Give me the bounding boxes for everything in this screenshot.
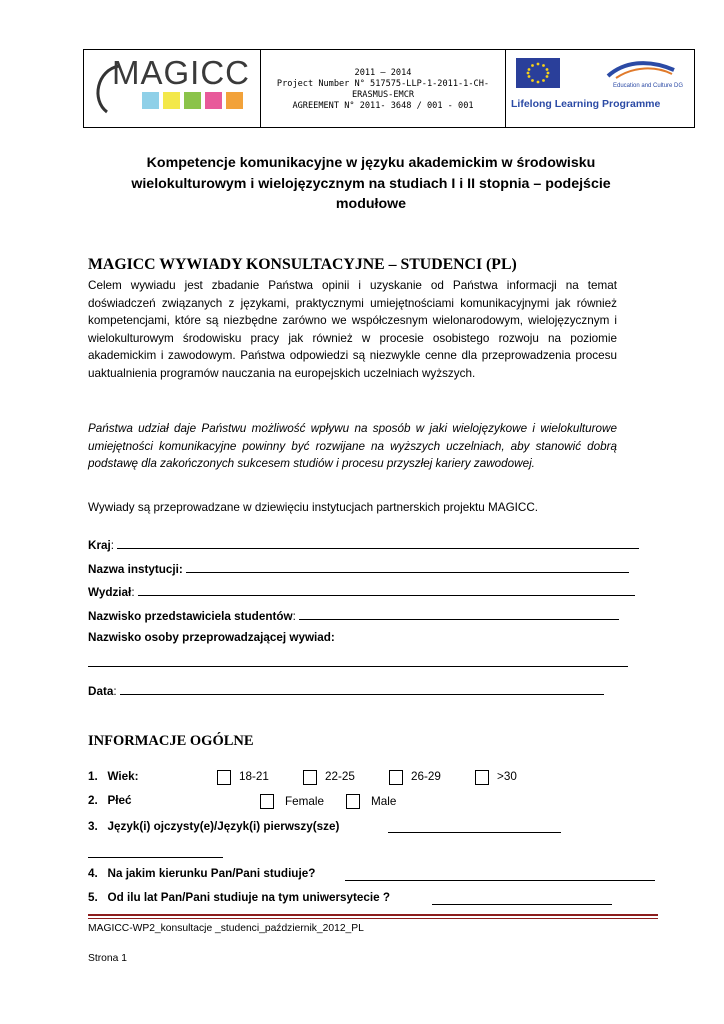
field-kraj-input[interactable] (117, 536, 639, 549)
q3-number: 3. (88, 820, 98, 833)
logo-square-yellow (163, 92, 180, 109)
project-number: Project Number N° 517575-LLP-1-2011-1-CH- (276, 79, 490, 89)
q2-label: Płeć (107, 794, 132, 807)
checkbox-22-25[interactable] (303, 770, 317, 785)
eu-flag-icon (516, 58, 560, 88)
colon: : (113, 685, 117, 698)
field-przedstawiciel (88, 607, 619, 623)
colon: : (292, 610, 296, 623)
footer-filename: MAGICC-WP2_konsultacje _studenci_październik_2012_PL (88, 923, 364, 934)
q1-label: Wiek: (107, 770, 139, 783)
document-title: Kompetencje komunikacyjne w języku akademickim w środowisku wielokulturowym i wielojęzycznym na studiach I i II stopnia – podejście modułowe (131, 155, 611, 212)
field-wydzial-input[interactable] (138, 583, 635, 596)
option-18-21: 18-21 (239, 770, 269, 783)
q3-answer-line-2[interactable] (88, 857, 223, 858)
q5-label: Od ilu lat Pan/Pani studiuje na tym uniwersytecie ? (107, 891, 391, 904)
question-4 (88, 867, 315, 880)
field-instytucja (88, 560, 629, 576)
field-wydzial-label: Wydział (88, 586, 132, 599)
option-female: Female (285, 795, 324, 808)
llp-label: Lifelong Learning Programme (511, 98, 661, 110)
checkbox-male[interactable] (346, 794, 360, 809)
project-info-cell (261, 50, 506, 127)
checkbox-female[interactable] (260, 794, 274, 809)
question-5 (88, 891, 390, 904)
field-osoba (88, 631, 335, 644)
section-general-info: INFORMACJE OGÓLNE (88, 733, 254, 749)
field-data-label: Data (88, 685, 114, 698)
magicc-logo-cell (84, 50, 261, 127)
field-osoba-input[interactable] (88, 666, 628, 667)
logo-square-orange (226, 92, 243, 109)
question-2 (88, 794, 132, 807)
logo-square-green (184, 92, 201, 109)
project-programme: ERASMUS-EMCR (351, 90, 415, 100)
field-instytucja-input[interactable] (186, 560, 629, 573)
option-26-29: 26-29 (411, 770, 441, 783)
agreement-number: AGREEMENT N° 2011- 3648 / 001 - 001 (292, 101, 474, 111)
q2-number: 2. (88, 794, 98, 807)
checkbox-26-29[interactable] (389, 770, 403, 785)
q4-number: 4. (88, 867, 98, 880)
field-kraj (88, 536, 639, 552)
checkbox-18-21[interactable] (217, 770, 231, 785)
checkbox-30-plus[interactable] (475, 770, 489, 785)
field-instytucja-label: Nazwa instytucji: (88, 563, 183, 576)
field-wydzial (88, 583, 635, 599)
q5-number: 5. (88, 891, 98, 904)
eu-caption: Education and Culture DG (613, 83, 684, 89)
field-przedstawiciel-input[interactable] (299, 607, 619, 620)
field-data-input[interactable] (120, 682, 604, 695)
question-3 (88, 820, 339, 833)
field-kraj-label: Kraj (88, 539, 111, 552)
q1-number: 1. (88, 770, 98, 783)
option-male: Male (371, 795, 397, 808)
field-przedstawiciel-label: Nazwisko przedstawiciela studentów (88, 610, 293, 623)
italic-paragraph: Państwa udział daje Państwu możliwość wpływu na sposób w jaki wielojęzykowe i wielokulturowe umiejętności komunikacyjne powinny być rozwijane na wyższych uczelniach, aby stanowić dobrą podstawę dla zakończonych sukcesem studiów i procesu przyszłej kariery zawodowej. (88, 422, 617, 471)
header-table (83, 49, 695, 128)
option-30-plus: >30 (497, 770, 517, 783)
field-data (88, 682, 604, 698)
magicc-logo: MAGICC (112, 54, 250, 91)
q4-answer-line[interactable] (345, 880, 655, 881)
eu-logo-cell (506, 50, 694, 127)
logo-square-pink (205, 92, 222, 109)
colon: : (110, 539, 114, 552)
education-culture-logo-icon (606, 58, 676, 82)
q4-label: Na jakim kierunku Pan/Pani studiuje? (107, 867, 316, 880)
section-heading: MAGICC WYWIADY KONSULTACYJNE – STUDENCI (PL) (88, 256, 517, 273)
footer-divider (88, 914, 658, 916)
q3-label: Język(i) ojczysty(e)/Język(i) pierwszy(sze) (107, 820, 340, 833)
intro-paragraph: Celem wywiadu jest zbadanie Państwa opinii i uzyskanie od Państwa informacji na temat doświadczeń związanych z językami, praktycznymi umiejętnościami komunikacyjnymi jak również kompetencjami, które są niezbędne zarówno we współczesnym wielonarodowym, wielojęzycznym i wielokulturowym środowisku pracy jak również w procesie osobistego rozwoju na poziomie akademickim i zawodowym. Państwa odpowiedzi są niezwykle cenne dla przeprowadzenia procesu uaktualnienia programów nauczania na europejskich uczelniach wyższych. (88, 279, 617, 380)
institutions-text: Wywiady są przeprowadzane w dziewięciu instytucjach partnerskich projektu MAGICC. (88, 501, 539, 514)
logo-square-blue (142, 92, 159, 109)
option-22-25: 22-25 (325, 770, 355, 783)
q5-answer-line[interactable] (432, 904, 612, 905)
footer-page-number: Strona 1 (88, 953, 127, 964)
project-years: 2011 – 2014 (354, 68, 412, 78)
footer-divider-thin (88, 918, 658, 919)
q3-answer-line[interactable] (388, 832, 561, 833)
colon: : (131, 586, 135, 599)
question-1 (88, 770, 139, 783)
field-osoba-label: Nazwisko osoby przeprowadzającej wywiad: (88, 631, 335, 644)
